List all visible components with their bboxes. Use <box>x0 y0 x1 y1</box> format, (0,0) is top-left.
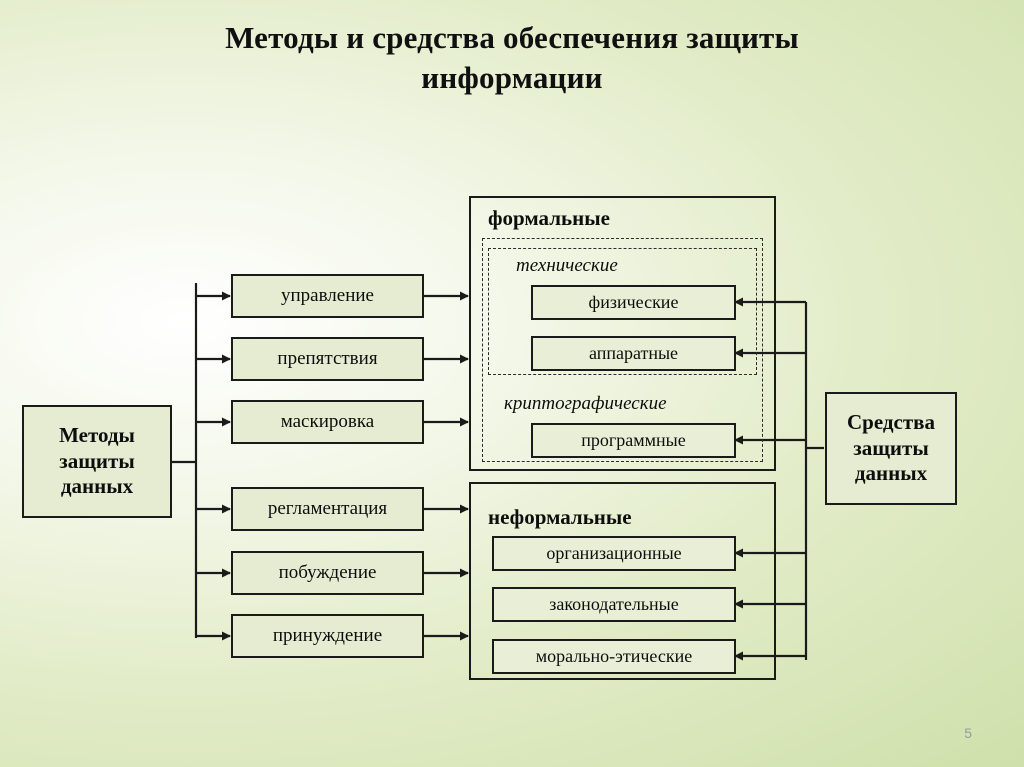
page-title <box>0 18 1024 99</box>
method-label: препятствия <box>277 348 378 369</box>
root-label-line-2: защиты <box>59 448 135 473</box>
leaf-box-fizicheskie[interactable] <box>531 285 736 320</box>
page-title-line-2: информации <box>421 60 603 96</box>
method-label: побуждение <box>278 562 377 583</box>
leaf-box-apparatnye[interactable] <box>531 336 736 371</box>
method-label: маскировка <box>280 411 375 432</box>
leaf-label: физические <box>588 292 679 312</box>
method-box-pobuzhdenie[interactable] <box>231 551 424 595</box>
method-box-upravlenie[interactable] <box>231 274 424 318</box>
leaf-box-programmnye[interactable] <box>531 423 736 458</box>
formal-crypto-label: криптографические <box>504 393 667 414</box>
leaf-label: организационные <box>546 543 682 563</box>
method-label: принуждение <box>272 625 383 646</box>
method-box-prepyatstviya[interactable] <box>231 337 424 381</box>
means-label-line-1: Средства <box>847 410 935 435</box>
page-number: 5 <box>964 725 972 741</box>
leaf-label: законодательные <box>549 594 679 614</box>
leaf-box-moralno-eticheskie[interactable] <box>492 639 736 674</box>
node-means-of-data-protection[interactable] <box>825 392 957 505</box>
means-label-line-3: данных <box>854 461 928 486</box>
group-formal-title: формальные <box>488 206 610 230</box>
root-label-line-3: данных <box>60 474 134 499</box>
root-label-line-1: Методы <box>59 423 135 448</box>
leaf-box-zakonodatelnye[interactable] <box>492 587 736 622</box>
page-title-line-1: Методы и средства обеспечения защиты <box>225 20 799 55</box>
method-box-maskirovka[interactable] <box>231 400 424 444</box>
leaf-label: аппаратные <box>588 343 679 363</box>
leaf-label: морально-этические <box>535 646 693 666</box>
formal-technical-label: технические <box>516 255 618 276</box>
leaf-box-organizacionnye[interactable] <box>492 536 736 571</box>
root-node-methods-of-data-protection[interactable] <box>22 405 172 518</box>
method-box-reglamentaciya[interactable] <box>231 487 424 531</box>
method-label: управление <box>280 285 374 306</box>
leaf-label: программные <box>581 430 686 450</box>
means-label-line-2: защиты <box>853 435 929 460</box>
method-label: регламентация <box>267 498 388 519</box>
group-informal-title: неформальные <box>488 505 632 529</box>
method-box-prinuzhdenie[interactable] <box>231 614 424 658</box>
